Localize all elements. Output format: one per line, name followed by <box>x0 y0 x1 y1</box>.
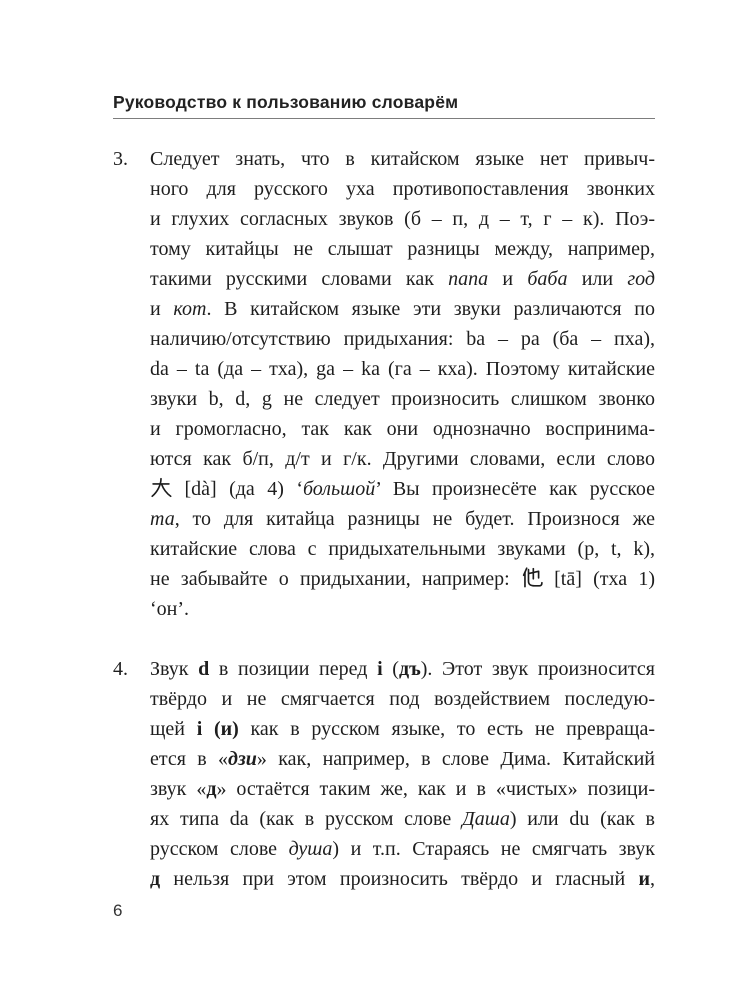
paragraph-item <box>113 654 655 894</box>
text-segment: д <box>150 868 161 890</box>
text-segment: душа <box>288 838 333 860</box>
text-segment: в позиции перед <box>209 658 378 680</box>
text-segment: и <box>638 868 650 890</box>
text-segment: ) и т.п. Стараясь не смягчать звук <box>332 838 655 860</box>
text-segment: » как, например, в слове Дима. Китайский <box>256 748 655 770</box>
text-segment: русском слове <box>150 838 289 860</box>
text-segment: ях типа da (как в русском слове <box>150 808 462 830</box>
text-segment: нельзя при этом произносить твёрдо и гласный <box>160 868 639 890</box>
text-segment: ‘он’. <box>150 598 190 620</box>
text-segment: или <box>567 268 628 290</box>
text-line <box>150 444 655 474</box>
text-line <box>150 174 655 204</box>
text-segment: Даша <box>462 808 510 830</box>
paragraph-lines <box>150 144 655 624</box>
text-segment: звуки b, d, g не следует произносить слишком звонко <box>150 388 655 410</box>
text-segment: не забывайте о придыхании, например: <box>150 568 521 590</box>
text-segment: ( <box>382 658 399 680</box>
paragraph-list <box>113 144 655 894</box>
text-segment: щей <box>150 718 197 740</box>
text-segment: d <box>198 658 210 680</box>
text-segment: звук « <box>150 778 207 800</box>
text-segment: Следует знать, что в китайском языке нет привыч- <box>150 148 655 170</box>
text-line <box>150 414 655 444</box>
text-segment: та <box>150 508 175 530</box>
paragraph-item <box>113 144 655 624</box>
text-line <box>150 354 655 384</box>
text-segment: ’ Вы произнесёте как русское <box>375 478 655 500</box>
text-line <box>150 774 655 804</box>
text-line <box>150 504 655 534</box>
text-segment: и глухих согласных звуков (б – п, д – т, г – к). Поэ- <box>150 208 655 230</box>
text-segment: как в русском языке, то есть не превраща- <box>238 718 655 740</box>
text-segment: i (и) <box>196 718 239 740</box>
text-line <box>150 474 655 504</box>
hanzi-glyph <box>521 564 543 594</box>
text-segment: , <box>650 868 655 890</box>
text-segment: и громогласно, так как они однозначно воспринима- <box>150 418 655 440</box>
text-segment: ) или du (как в <box>509 808 655 830</box>
text-line <box>150 864 655 894</box>
paragraph-lines <box>150 654 655 894</box>
text-segment: баба <box>527 268 568 290</box>
text-segment: [tā] (тха 1) <box>542 568 655 590</box>
text-segment: Звук <box>150 658 199 680</box>
text-segment: год <box>627 268 655 290</box>
text-line <box>150 264 655 294</box>
text-line <box>150 234 655 264</box>
text-line <box>150 654 655 684</box>
text-line <box>150 804 655 834</box>
paragraph-number: 4. <box>113 658 128 680</box>
header-divider <box>113 118 655 119</box>
text-segment: , то для китайца разницы не будет. Произнося же <box>174 508 655 530</box>
page-header <box>113 92 655 127</box>
text-segment: большой <box>303 478 376 500</box>
text-line <box>150 684 655 714</box>
text-line <box>150 834 655 864</box>
text-segment: ются как б/п, д/т и г/к. Другими словами, если слово <box>150 448 655 470</box>
text-segment: . В китайском языке эти звуки различаются по <box>206 298 655 320</box>
text-line <box>150 144 655 174</box>
page-title: Руководство к пользованию словарём <box>113 92 459 112</box>
text-line <box>150 744 655 774</box>
text-line <box>150 204 655 234</box>
text-segment: дзи <box>228 748 257 770</box>
text-segment: ется в « <box>150 748 229 770</box>
text-segment: такими русскими словами как <box>150 268 449 290</box>
text-line <box>150 294 655 324</box>
text-segment: i <box>377 658 383 680</box>
text-segment: da – ta (да – тха), ga – ka (га – кха). Поэтому китайские <box>150 358 655 380</box>
text-segment: дъ <box>398 658 421 680</box>
text-segment: » остаётся таким же, как и в «чистых» позици- <box>216 778 655 800</box>
text-segment: [dà] (да 4) ‘ <box>172 478 303 500</box>
text-segment: и <box>488 268 528 290</box>
text-line <box>150 534 655 564</box>
text-segment: ). Этот звук произносится <box>420 658 655 680</box>
hanzi-glyph <box>150 474 172 504</box>
text-line <box>150 324 655 354</box>
text-segment: тому китайцы не слышат разницы между, например, <box>150 238 655 260</box>
text-line <box>150 594 655 624</box>
text-line <box>150 714 655 744</box>
text-segment: д <box>206 778 217 800</box>
text-segment: твёрдо и не смягчается под воздействием последую- <box>150 688 655 710</box>
text-segment: ного для русского уха противопоставления звонких <box>150 178 655 200</box>
text-segment: и <box>150 298 174 320</box>
text-segment: наличию/отсутствию придыхания: ba – pa (ба – пха), <box>150 328 655 350</box>
text-segment: китайские слова с придыхательными звуками (p, t, k), <box>150 538 655 560</box>
text-line <box>150 564 655 594</box>
text-segment: кот <box>173 298 207 320</box>
text-segment: папа <box>448 268 489 290</box>
paragraph-number: 3. <box>113 148 128 170</box>
page-number: 6 <box>113 901 123 920</box>
text-line <box>150 384 655 414</box>
